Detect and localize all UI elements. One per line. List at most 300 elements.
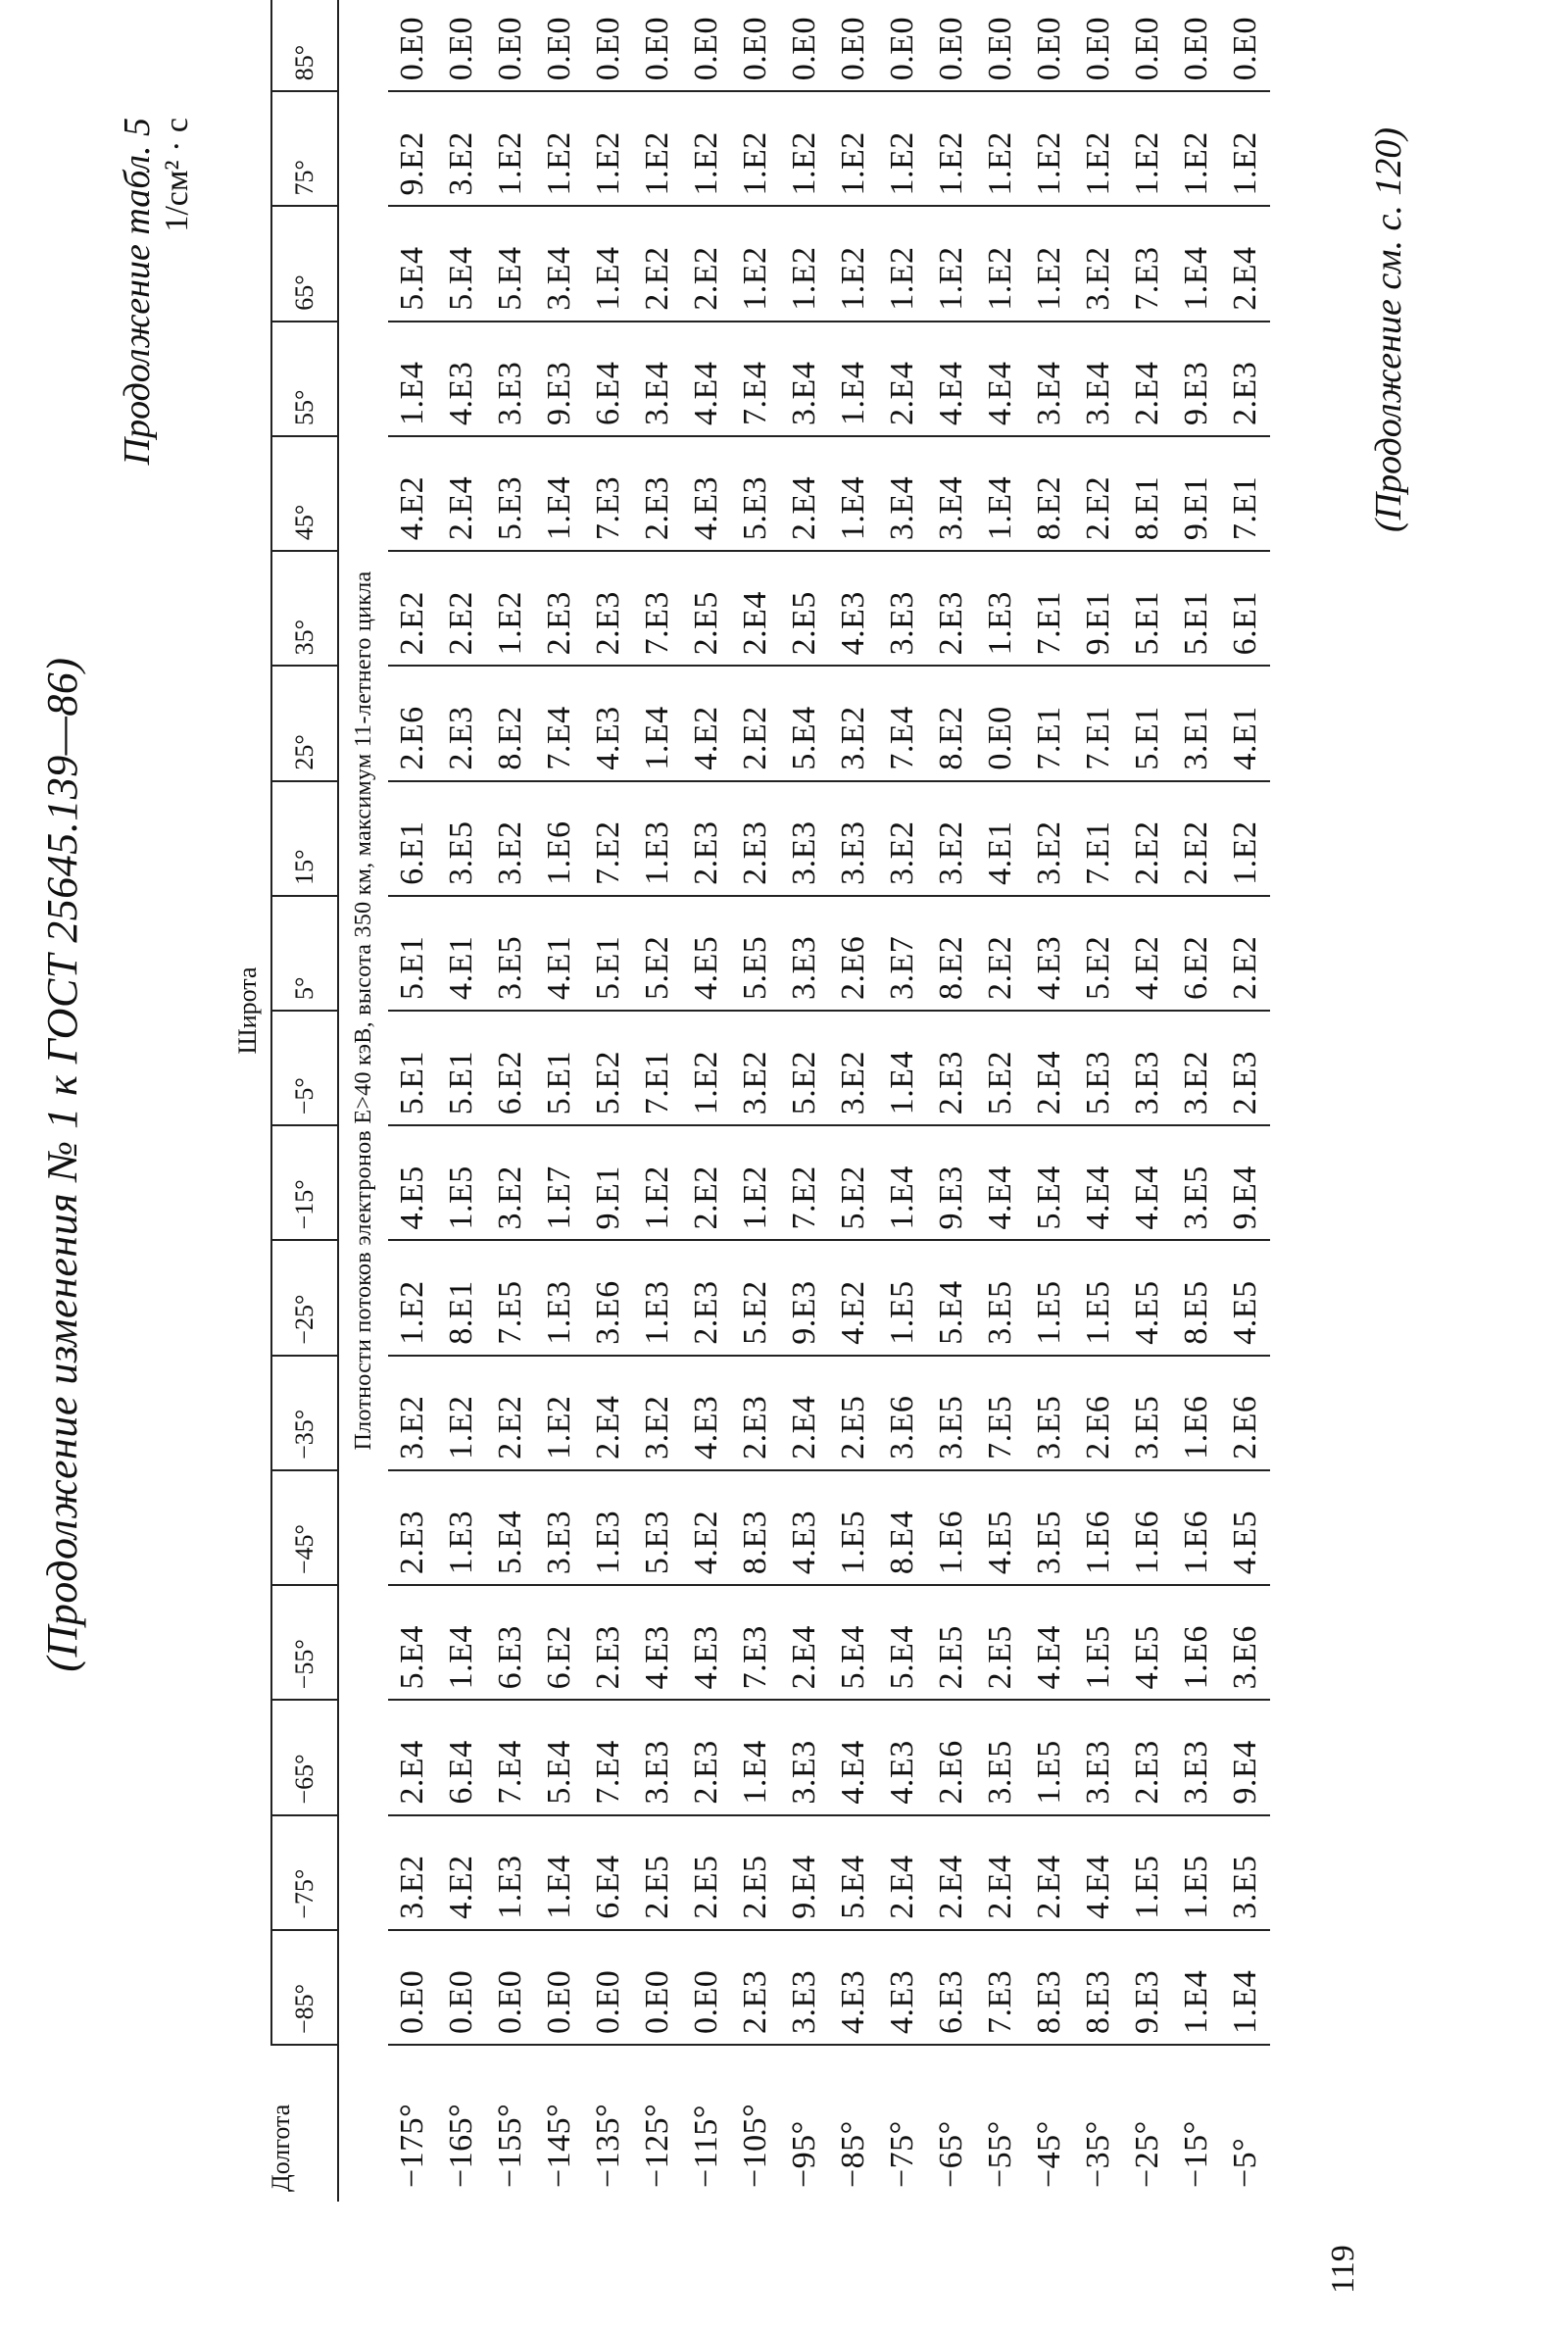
flux-value-cell: 5.E4 xyxy=(927,1240,976,1355)
flux-value-cell: 6.E4 xyxy=(437,1700,486,1814)
flux-value-cell: 2.E3 xyxy=(731,1356,780,1470)
flux-value-cell: 3.E5 xyxy=(976,1700,1025,1814)
latitude-column-header: −75° xyxy=(271,1815,338,1930)
flux-value-cell: 2.E4 xyxy=(927,1815,976,1930)
flux-value-cell: 0.E0 xyxy=(437,1930,486,2045)
flux-value-cell: 4.E3 xyxy=(584,666,633,780)
flux-value-cell: 8.E4 xyxy=(878,1470,927,1585)
flux-value-cell: 1.E2 xyxy=(486,551,535,666)
table-row xyxy=(1221,0,1270,2202)
flux-value-cell: 0.E0 xyxy=(976,666,1025,780)
flux-value-cell: 1.E5 xyxy=(1025,1700,1074,1814)
flux-value-cell: 3.E5 xyxy=(1025,1356,1074,1470)
flux-value-cell: 1.E2 xyxy=(780,91,829,206)
flux-value-cell: 8.E2 xyxy=(486,666,535,780)
flux-value-cell: 3.E2 xyxy=(437,91,486,206)
longitude-cell: −15° xyxy=(1178,2120,1214,2188)
flux-value-cell: 8.E1 xyxy=(1123,436,1172,551)
flux-value-cell: 6.E3 xyxy=(927,1930,976,2045)
flux-value-cell: 5.E4 xyxy=(829,1585,878,1700)
flux-value-cell: 1.E2 xyxy=(584,91,633,206)
flux-value-cell: 1.E2 xyxy=(1172,91,1221,206)
table-subtitle: Плотности потоков электронов E>40 кэВ, высота 350 км, максимум 11-летнего цикла xyxy=(350,570,376,1451)
flux-value-cell: 1.E2 xyxy=(633,1125,682,1240)
flux-value-cell: 9.E3 xyxy=(1123,1930,1172,2045)
flux-value-cell: 3.E3 xyxy=(780,781,829,896)
flux-value-cell: 6.E2 xyxy=(1172,896,1221,1011)
flux-value-cell: 1.E5 xyxy=(1025,1240,1074,1355)
flux-value-cell: 1.E4 xyxy=(535,436,584,551)
flux-value-cell: 2.E5 xyxy=(829,1356,878,1470)
table-row xyxy=(1123,0,1172,2202)
flux-value-cell: 2.E3 xyxy=(535,551,584,666)
table-row xyxy=(388,0,437,2202)
flux-value-cell: 0.E0 xyxy=(927,0,976,91)
flux-value-cell: 3.E4 xyxy=(535,207,584,322)
flux-value-cell: 2.E2 xyxy=(1074,436,1123,551)
flux-value-cell: 1.E3 xyxy=(976,551,1025,666)
flux-value-cell: 2.E3 xyxy=(633,436,682,551)
flux-value-cell: 6.E2 xyxy=(535,1585,584,1700)
flux-value-cell: 1.E2 xyxy=(976,91,1025,206)
flux-value-cell: 0.E0 xyxy=(976,0,1025,91)
flux-value-cell: 8.E3 xyxy=(1025,1930,1074,2045)
flux-value-cell: 0.E0 xyxy=(682,0,731,91)
flux-value-cell: 3.E3 xyxy=(829,781,878,896)
flux-value-cell: 3.E4 xyxy=(878,436,927,551)
flux-value-cell: 2.E5 xyxy=(731,1815,780,1930)
flux-value-cell: 6.E2 xyxy=(486,1011,535,1125)
flux-value-cell: 4.E4 xyxy=(1123,1125,1172,1240)
flux-value-cell: 2.E5 xyxy=(780,551,829,666)
flux-value-cell: 7.E3 xyxy=(731,1585,780,1700)
flux-value-cell: 0.E0 xyxy=(388,1930,437,2045)
longitude-cell: −145° xyxy=(541,2103,577,2188)
table-row xyxy=(584,0,633,2202)
flux-value-cell: 4.E2 xyxy=(388,436,437,551)
flux-value-cell: 2.E4 xyxy=(780,1585,829,1700)
flux-value-cell: 2.E2 xyxy=(633,207,682,322)
flux-value-cell: 2.E4 xyxy=(1025,1815,1074,1930)
flux-value-cell: 1.E3 xyxy=(633,1240,682,1355)
continuation-note: (Продолжение см. с. 120) xyxy=(1368,127,1409,533)
flux-value-cell: 5.E1 xyxy=(388,1011,437,1125)
flux-value-cell: 3.E5 xyxy=(927,1356,976,1470)
flux-value-cell: 5.E4 xyxy=(1025,1125,1074,1240)
flux-value-cell: 1.E6 xyxy=(1172,1356,1221,1470)
flux-value-cell: 1.E4 xyxy=(437,1585,486,1700)
flux-value-cell: 0.E0 xyxy=(1123,0,1172,91)
flux-value-cell: 5.E4 xyxy=(878,1585,927,1700)
flux-value-cell: 2.E4 xyxy=(1221,207,1270,322)
flux-value-cell: 3.E5 xyxy=(976,1240,1025,1355)
flux-value-cell: 5.E5 xyxy=(731,896,780,1011)
flux-value-cell: 4.E4 xyxy=(976,322,1025,436)
flux-value-cell: 1.E3 xyxy=(486,1815,535,1930)
flux-value-cell: 2.E4 xyxy=(1025,1011,1074,1125)
flux-value-cell: 5.E3 xyxy=(731,436,780,551)
flux-value-cell: 3.E3 xyxy=(1074,1700,1123,1814)
flux-value-cell: 1.E5 xyxy=(1074,1585,1123,1700)
latitude-column-header: 55° xyxy=(271,322,338,436)
flux-value-cell: 4.E5 xyxy=(1123,1585,1172,1700)
table-row xyxy=(535,0,584,2202)
flux-value-cell: 2.E4 xyxy=(584,1356,633,1470)
flux-value-cell: 1.E2 xyxy=(486,91,535,206)
flux-value-cell: 3.E2 xyxy=(486,781,535,896)
latitude-column-header: 75° xyxy=(271,91,338,206)
flux-value-cell: 3.E6 xyxy=(1221,1585,1270,1700)
flux-value-cell: 7.E3 xyxy=(584,436,633,551)
flux-value-cell: 2.E6 xyxy=(829,896,878,1011)
flux-value-cell: 2.E3 xyxy=(388,1470,437,1585)
flux-value-cell: 1.E2 xyxy=(927,207,976,322)
flux-value-cell: 0.E0 xyxy=(486,1930,535,2045)
flux-value-cell: 7.E4 xyxy=(878,666,927,780)
flux-value-cell: 2.E3 xyxy=(682,1700,731,1814)
flux-value-cell: 4.E3 xyxy=(829,1930,878,2045)
table-row xyxy=(976,0,1025,2202)
flux-value-cell: 4.E2 xyxy=(437,1815,486,1930)
flux-value-cell: 4.E4 xyxy=(1074,1125,1123,1240)
flux-value-cell: 2.E3 xyxy=(1123,1700,1172,1814)
flux-value-cell: 5.E4 xyxy=(437,207,486,322)
flux-value-cell: 3.E3 xyxy=(1123,1011,1172,1125)
flux-value-cell: 4.E3 xyxy=(878,1930,927,2045)
flux-value-cell: 2.E4 xyxy=(780,436,829,551)
flux-value-cell: 3.E6 xyxy=(878,1356,927,1470)
page-number: 119 xyxy=(1325,2245,1361,2294)
flux-value-cell: 3.E3 xyxy=(486,322,535,436)
flux-value-cell: 0.E0 xyxy=(1172,0,1221,91)
flux-value-cell: 3.E3 xyxy=(1172,1700,1221,1814)
flux-value-cell: 1.E6 xyxy=(1172,1585,1221,1700)
longitude-cell: −85° xyxy=(835,2120,871,2188)
flux-value-cell: 7.E1 xyxy=(1074,666,1123,780)
flux-value-cell: 2.E2 xyxy=(731,666,780,780)
flux-value-cell: 7.E4 xyxy=(731,322,780,436)
table-row xyxy=(633,0,682,2202)
latitude-column-header: −55° xyxy=(271,1585,338,1700)
flux-value-cell: 7.E4 xyxy=(535,666,584,780)
flux-value-cell: 4.E3 xyxy=(682,1356,731,1470)
flux-value-cell: 3.E4 xyxy=(633,322,682,436)
flux-value-cell: 9.E1 xyxy=(1172,436,1221,551)
flux-value-cell: 1.E2 xyxy=(633,91,682,206)
flux-value-cell: 8.E2 xyxy=(1025,436,1074,551)
flux-value-cell: 2.E3 xyxy=(584,551,633,666)
flux-value-cell: 3.E7 xyxy=(878,896,927,1011)
flux-value-cell: 5.E3 xyxy=(1074,1011,1123,1125)
flux-value-cell: 1.E2 xyxy=(927,91,976,206)
flux-value-cell: 2.E3 xyxy=(584,1585,633,1700)
flux-value-cell: 2.E2 xyxy=(388,551,437,666)
flux-value-cell: 3.E4 xyxy=(1074,322,1123,436)
flux-value-cell: 4.E3 xyxy=(1025,896,1074,1011)
flux-value-cell: 2.E5 xyxy=(682,551,731,666)
flux-value-cell: 3.E2 xyxy=(927,781,976,896)
flux-value-cell: 3.E3 xyxy=(535,1470,584,1585)
flux-value-cell: 2.E4 xyxy=(878,322,927,436)
flux-value-cell: 2.E2 xyxy=(486,1356,535,1470)
flux-value-cell: 3.E2 xyxy=(486,1125,535,1240)
flux-value-cell: 3.E6 xyxy=(584,1240,633,1355)
flux-value-cell: 4.E1 xyxy=(976,781,1025,896)
flux-value-cell: 3.E2 xyxy=(633,1356,682,1470)
latitude-column-header: −65° xyxy=(271,1700,338,1814)
flux-value-cell: 4.E3 xyxy=(878,1700,927,1814)
flux-value-cell: 8.E2 xyxy=(927,666,976,780)
flux-value-cell: 0.E0 xyxy=(682,1930,731,2045)
flux-value-cell: 1.E2 xyxy=(731,1125,780,1240)
flux-value-cell: 3.E2 xyxy=(731,1011,780,1125)
longitude-cell: −135° xyxy=(590,2103,626,2188)
flux-value-cell: 9.E4 xyxy=(780,1815,829,1930)
flux-value-cell: 3.E2 xyxy=(1025,781,1074,896)
flux-value-cell: 1.E3 xyxy=(584,1470,633,1585)
flux-value-cell: 5.E1 xyxy=(584,896,633,1011)
flux-value-cell: 3.E2 xyxy=(1172,1011,1221,1125)
flux-value-cell: 5.E1 xyxy=(437,1011,486,1125)
running-title: (Продолжение изменения № 1 к ГОСТ 25645.139—86) xyxy=(38,657,86,1672)
flux-value-cell: 7.E3 xyxy=(633,551,682,666)
flux-value-cell: 2.E3 xyxy=(437,666,486,780)
flux-value-cell: 3.E3 xyxy=(633,1700,682,1814)
latitude-column-header: −5° xyxy=(271,1011,338,1125)
flux-value-cell: 4.E5 xyxy=(1221,1470,1270,1585)
flux-value-cell: 4.E2 xyxy=(682,666,731,780)
flux-value-cell: 3.E2 xyxy=(829,1011,878,1125)
flux-value-cell: 4.E5 xyxy=(682,896,731,1011)
flux-value-cell: 1.E2 xyxy=(1025,91,1074,206)
longitude-cell: −155° xyxy=(492,2103,528,2188)
longitude-cell: −35° xyxy=(1080,2120,1116,2188)
flux-value-cell: 4.E2 xyxy=(1123,896,1172,1011)
flux-value-cell: 2.E2 xyxy=(976,896,1025,1011)
flux-value-cell: 2.E2 xyxy=(1221,896,1270,1011)
flux-value-cell: 1.E2 xyxy=(682,91,731,206)
flux-value-cell: 1.E6 xyxy=(535,781,584,896)
latitude-column-header: −15° xyxy=(271,1125,338,1240)
flux-value-cell: 4.E5 xyxy=(1221,1240,1270,1355)
latitude-column-header: 35° xyxy=(271,551,338,666)
flux-value-cell: 3.E2 xyxy=(388,1815,437,1930)
latitude-column-header: 25° xyxy=(271,666,338,780)
longitude-cell: −125° xyxy=(639,2103,675,2188)
flux-value-cell: 9.E4 xyxy=(1221,1125,1270,1240)
flux-value-cell: 8.E5 xyxy=(1172,1240,1221,1355)
flux-value-cell: 9.E1 xyxy=(1074,551,1123,666)
flux-value-cell: 1.E3 xyxy=(633,781,682,896)
flux-value-cell: 9.E3 xyxy=(1172,322,1221,436)
flux-value-cell: 1.E3 xyxy=(437,1470,486,1585)
flux-value-cell: 5.E1 xyxy=(1172,551,1221,666)
flux-value-cell: 7.E3 xyxy=(1123,207,1172,322)
flux-value-cell: 5.E2 xyxy=(584,1011,633,1125)
flux-value-cell: 3.E2 xyxy=(878,781,927,896)
flux-value-cell: 4.E5 xyxy=(1123,1240,1172,1355)
flux-value-cell: 2.E5 xyxy=(633,1815,682,1930)
flux-value-cell: 4.E2 xyxy=(829,1240,878,1355)
flux-value-cell: 3.E2 xyxy=(829,666,878,780)
flux-value-cell: 5.E2 xyxy=(731,1240,780,1355)
flux-value-cell: 2.E2 xyxy=(682,1125,731,1240)
longitude-cell: −25° xyxy=(1129,2120,1165,2188)
flux-value-cell: 7.E3 xyxy=(976,1930,1025,2045)
flux-value-cell: 7.E1 xyxy=(1221,436,1270,551)
latitude-column-header: −45° xyxy=(271,1470,338,1585)
table-row xyxy=(780,0,829,2202)
longitude-cell: −95° xyxy=(786,2120,822,2188)
flux-value-cell: 1.E5 xyxy=(829,1470,878,1585)
flux-value-cell: 1.E4 xyxy=(584,207,633,322)
flux-value-cell: 4.E4 xyxy=(927,322,976,436)
flux-value-cell: 1.E2 xyxy=(976,207,1025,322)
flux-value-cell: 5.E4 xyxy=(780,666,829,780)
flux-value-cell: 3.E5 xyxy=(486,896,535,1011)
flux-value-cell: 1.E2 xyxy=(682,1011,731,1125)
flux-value-cell: 1.E4 xyxy=(388,322,437,436)
flux-value-cell: 3.E4 xyxy=(927,436,976,551)
flux-value-cell: 0.E0 xyxy=(1074,0,1123,91)
flux-value-cell: 1.E2 xyxy=(878,207,927,322)
flux-value-cell: 5.E2 xyxy=(1074,896,1123,1011)
flux-value-cell: 1.E6 xyxy=(1172,1470,1221,1585)
flux-value-cell: 7.E2 xyxy=(780,1125,829,1240)
flux-value-cell: 1.E4 xyxy=(878,1011,927,1125)
flux-value-cell: 1.E5 xyxy=(878,1240,927,1355)
flux-value-cell: 2.E6 xyxy=(927,1700,976,1814)
flux-value-cell: 7.E1 xyxy=(1025,551,1074,666)
flux-value-cell: 1.E6 xyxy=(1074,1470,1123,1585)
flux-value-cell: 1.E5 xyxy=(1074,1240,1123,1355)
longitude-cell: −65° xyxy=(933,2120,969,2188)
longitude-cell: −5° xyxy=(1227,2137,1263,2188)
flux-value-cell: 1.E4 xyxy=(633,666,682,780)
longitude-cell: −175° xyxy=(394,2103,430,2188)
flux-value-cell: 3.E5 xyxy=(1123,1356,1172,1470)
flux-value-cell: 8.E2 xyxy=(927,896,976,1011)
flux-value-cell: 0.E0 xyxy=(878,0,927,91)
flux-value-cell: 1.E2 xyxy=(829,207,878,322)
flux-value-cell: 7.E5 xyxy=(486,1240,535,1355)
flux-value-cell: 1.E2 xyxy=(535,91,584,206)
flux-value-cell: 1.E2 xyxy=(437,1356,486,1470)
flux-value-cell: 1.E2 xyxy=(1221,781,1270,896)
flux-value-cell: 2.E2 xyxy=(1172,781,1221,896)
flux-value-cell: 8.E1 xyxy=(437,1240,486,1355)
flux-value-cell: 2.E3 xyxy=(1221,322,1270,436)
flux-value-cell: 5.E3 xyxy=(486,436,535,551)
flux-value-cell: 5.E3 xyxy=(633,1470,682,1585)
flux-value-cell: 5.E2 xyxy=(633,896,682,1011)
flux-value-cell: 4.E1 xyxy=(1221,666,1270,780)
flux-table xyxy=(225,0,1270,2202)
table-caption: Продолжение табл. 5 xyxy=(117,118,158,466)
flux-value-cell: 9.E3 xyxy=(927,1125,976,1240)
flux-value-cell: 4.E5 xyxy=(388,1125,437,1240)
flux-value-cell: 2.E3 xyxy=(927,551,976,666)
flux-value-cell: 2.E4 xyxy=(437,436,486,551)
latitude-column-header: 65° xyxy=(271,207,338,322)
flux-value-cell: 4.E3 xyxy=(633,1585,682,1700)
latitude-column-header: 45° xyxy=(271,436,338,551)
flux-value-cell: 0.E0 xyxy=(633,0,682,91)
table-row xyxy=(486,0,535,2202)
flux-value-cell: 4.E4 xyxy=(1074,1815,1123,1930)
flux-value-cell: 0.E0 xyxy=(388,0,437,91)
longitude-cell: −165° xyxy=(443,2103,479,2188)
flux-value-cell: 5.E1 xyxy=(1123,551,1172,666)
flux-value-cell: 3.E5 xyxy=(1172,1125,1221,1240)
table-row xyxy=(1025,0,1074,2202)
flux-value-cell: 0.E0 xyxy=(535,1930,584,2045)
flux-value-cell: 5.E2 xyxy=(976,1011,1025,1125)
flux-value-cell: 2.E5 xyxy=(927,1585,976,1700)
flux-value-cell: 2.E4 xyxy=(878,1815,927,1930)
latitude-column-header: 15° xyxy=(271,781,338,896)
flux-value-cell: 4.E1 xyxy=(535,896,584,1011)
flux-value-cell: 2.E5 xyxy=(682,1815,731,1930)
flux-value-cell: 2.E6 xyxy=(388,666,437,780)
flux-value-cell: 0.E0 xyxy=(633,1930,682,2045)
table-body xyxy=(388,0,1270,2202)
flux-value-cell: 3.E5 xyxy=(437,781,486,896)
flux-value-cell: 4.E1 xyxy=(437,896,486,1011)
flux-value-cell: 5.E4 xyxy=(486,1470,535,1585)
flux-value-cell: 2.E2 xyxy=(1123,781,1172,896)
latitude-column-header: −25° xyxy=(271,1240,338,1355)
flux-value-cell: 1.E2 xyxy=(829,91,878,206)
flux-value-cell: 9.E3 xyxy=(535,322,584,436)
flux-value-cell: 5.E2 xyxy=(780,1011,829,1125)
table-header-row-1 xyxy=(225,0,271,2202)
flux-value-cell: 7.E4 xyxy=(486,1700,535,1814)
flux-value-cell: 7.E2 xyxy=(584,781,633,896)
flux-value-cell: 4.E3 xyxy=(437,322,486,436)
flux-value-cell: 6.E3 xyxy=(486,1585,535,1700)
flux-value-cell: 3.E3 xyxy=(780,896,829,1011)
flux-value-cell: 1.E5 xyxy=(1123,1815,1172,1930)
flux-value-cell: 0.E0 xyxy=(1221,0,1270,91)
flux-value-cell: 4.E2 xyxy=(682,1470,731,1585)
flux-value-cell: 2.E3 xyxy=(1221,1011,1270,1125)
flux-value-cell: 2.E3 xyxy=(731,781,780,896)
latitude-column-header: 5° xyxy=(271,896,338,1011)
flux-value-cell: 4.E4 xyxy=(682,322,731,436)
flux-table-container xyxy=(225,0,1270,2202)
flux-value-cell: 5.E4 xyxy=(388,207,437,322)
flux-value-cell: 1.E4 xyxy=(878,1125,927,1240)
flux-value-cell: 2.E3 xyxy=(682,781,731,896)
flux-value-cell: 1.E2 xyxy=(878,91,927,206)
flux-value-cell: 2.E3 xyxy=(731,1930,780,2045)
table-row xyxy=(1074,0,1123,2202)
flux-value-cell: 3.E5 xyxy=(1025,1470,1074,1585)
flux-value-cell: 5.E2 xyxy=(829,1125,878,1240)
flux-value-cell: 9.E2 xyxy=(388,91,437,206)
flux-value-cell: 2.E6 xyxy=(1074,1356,1123,1470)
flux-value-cell: 0.E0 xyxy=(731,0,780,91)
flux-value-cell: 4.E4 xyxy=(1025,1585,1074,1700)
flux-value-cell: 4.E3 xyxy=(829,551,878,666)
latitude-header: Широта xyxy=(225,0,271,2045)
flux-value-cell: 2.E5 xyxy=(976,1585,1025,1700)
flux-value-cell: 4.E3 xyxy=(780,1470,829,1585)
flux-value-cell: 4.E4 xyxy=(829,1700,878,1814)
flux-value-cell: 1.E2 xyxy=(1074,91,1123,206)
flux-value-cell: 5.E4 xyxy=(486,207,535,322)
